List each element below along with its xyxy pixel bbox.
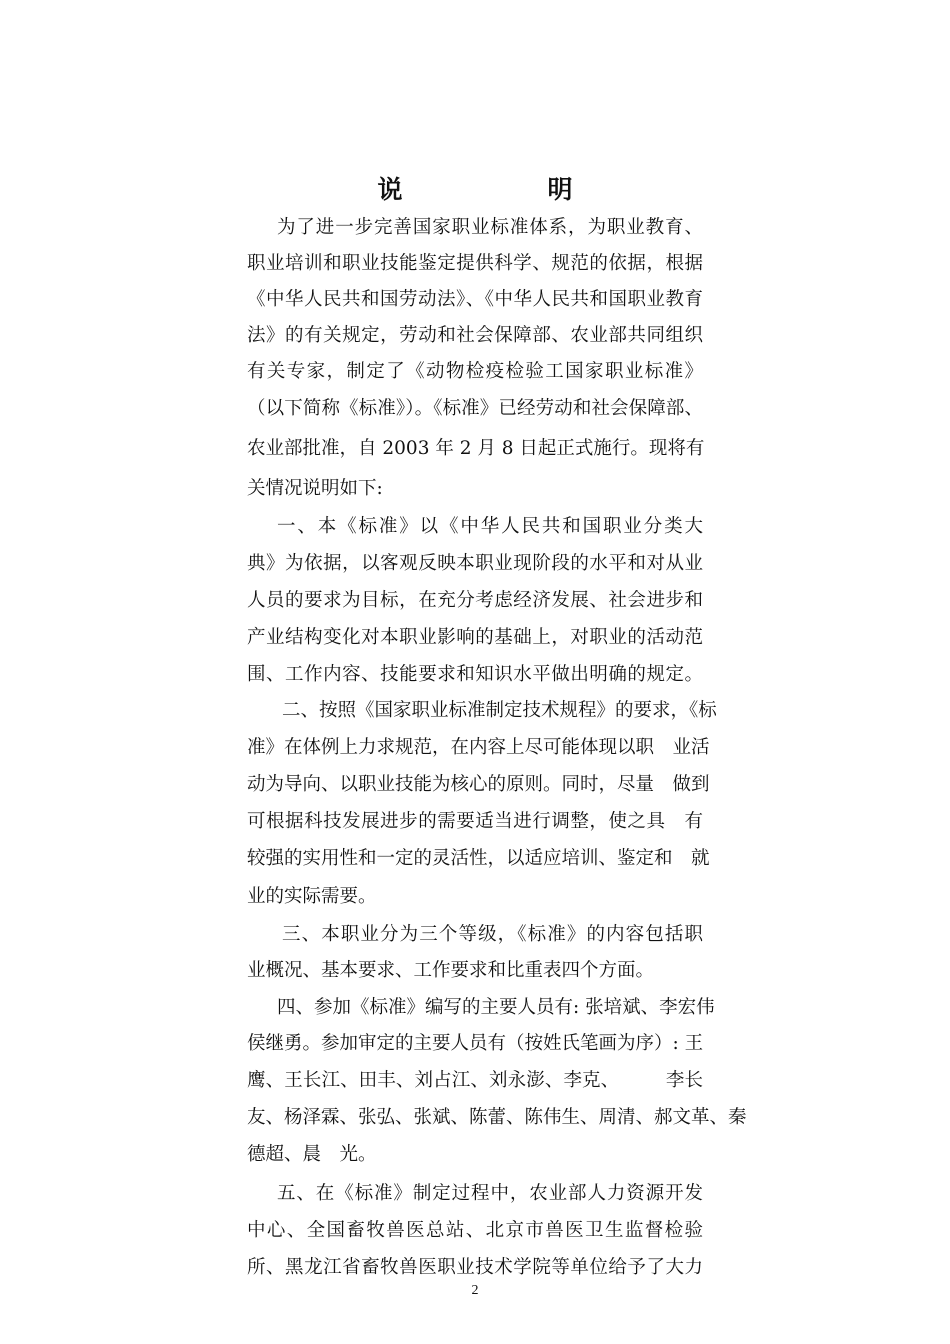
paragraph-line: 五、在《标准》制定过程中，农业部人力资源开发 bbox=[277, 1183, 703, 1204]
paragraph-line: 为了进一步完善国家职业标准体系，为职业教育、 bbox=[277, 217, 703, 238]
page-number: 2 bbox=[471, 1283, 479, 1298]
paragraph-line: 有关专家，制定了《动物检疫检验工国家职业标准》 bbox=[247, 361, 703, 382]
paragraph-line: 所、黑龙江省畜牧兽医职业技术学院等单位给予了大力 bbox=[247, 1257, 703, 1278]
paragraph-line: 侯继勇。参加审定的主要人员有（按姓氏笔画为序）: 王 bbox=[247, 1033, 704, 1054]
paragraph-line: 围、工作内容、技能要求和知识水平做出明确的规定。 bbox=[247, 664, 703, 685]
paragraph-line: 典》为依据，以客观反映本职业现阶段的水平和对从业 bbox=[247, 553, 703, 574]
paragraph-line: 德超、晨 光。 bbox=[247, 1144, 377, 1165]
paragraph-line: 《中华人民共和国劳动法》、《中华人民共和国职业教育 bbox=[247, 289, 703, 310]
paragraph-line: （以下简称《标准》）。《标准》已经劳动和社会保障部、 bbox=[247, 398, 703, 419]
paragraph-line: 职业培训和职业技能鉴定提供科学、规范的依据，根据 bbox=[247, 253, 703, 274]
paragraph-line: 产业结构变化对本职业影响的基础上，对职业的活动范 bbox=[247, 627, 703, 648]
paragraph-line: 友、杨泽霖、张弘、张斌、陈蕾、陈伟生、周清、郝文革、秦 bbox=[247, 1107, 747, 1128]
paragraph-line: 业概况、基本要求、工作要求和比重表四个方面。 bbox=[247, 960, 655, 981]
paragraph-line: 农业部批准，自 2003 年 2 月 8 日起正式施行。现将有 bbox=[247, 438, 705, 459]
paragraph-line: 较强的实用性和一定的灵活性，以适应培训、鉴定和 就 bbox=[247, 848, 710, 869]
paragraph-line: 可根据科技发展进步的需要适当进行调整，使之具 有 bbox=[247, 811, 703, 832]
paragraph-line: 四、参加《标准》编写的主要人员有: 张培斌、李宏伟 bbox=[277, 997, 715, 1018]
paragraph-line: 法》的有关规定，劳动和社会保障部、农业部共同组织 bbox=[247, 325, 703, 346]
paragraph-line: 三、本职业分为三个等级，《标准》的内容包括职 bbox=[282, 924, 703, 945]
page-title: 说 明 bbox=[377, 175, 633, 204]
paragraph-line: 鹰、王长江、田丰、刘占江、刘永澎、李克、 李长 bbox=[247, 1070, 703, 1091]
paragraph-line: 人员的要求为目标，在充分考虑经济发展、社会进步和 bbox=[247, 590, 703, 611]
paragraph-line: 业的实际需要。 bbox=[247, 886, 377, 907]
paragraph-line: 一、本《标准》以《中华人民共和国职业分类大 bbox=[277, 516, 703, 537]
paragraph-line: 关情况说明如下: bbox=[247, 478, 383, 499]
paragraph-line: 中心、全国畜牧兽医总站、北京市兽医卫生监督检验 bbox=[247, 1220, 703, 1241]
paragraph-line: 二、按照《国家职业标准制定技术规程》的要求，《标 bbox=[282, 700, 717, 721]
paragraph-line: 动为导向、以职业技能为核心的原则。同时，尽量 做到 bbox=[247, 774, 710, 795]
paragraph-line: 准》在体例上力求规范，在内容上尽可能体现以职 业活 bbox=[247, 737, 710, 758]
